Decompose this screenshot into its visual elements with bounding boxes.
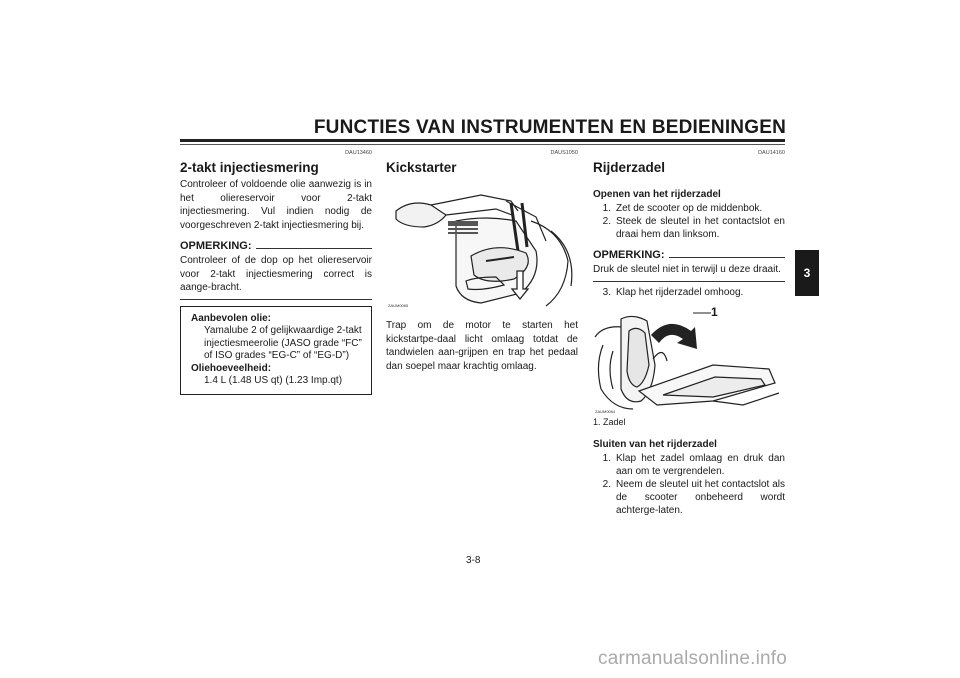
open-step (593, 215, 785, 241)
step-text: Steek de sleutel in het contactslot en draai hem dan linksom. (616, 216, 785, 240)
step-number: 2. (602, 478, 611, 490)
close-step (593, 452, 785, 478)
title-rule (180, 139, 785, 142)
title-rule-thin (180, 144, 785, 145)
section-2takt (180, 150, 372, 395)
section-title: 2-takt injectiesmering (180, 160, 319, 175)
step-text: Zet de scooter op de middenbok. (616, 203, 763, 214)
section-body: Controleer of voldoende olie aanwezig is in het oliereservoir voor 2-takt injectiesmering. Vul indien nodig de voorgeschreven 2-takt injectiesmering bij. (180, 179, 372, 231)
step-number: 1. (602, 203, 611, 214)
section-code: DAU13460 (345, 150, 372, 156)
oil-value: Yamalube 2 of gelijkwaardige 2-takt injectiesmeerolie (JASO grade “FC” of ISO grades “EG-C” of “EG-D”) (204, 325, 362, 361)
section-kickstarter (386, 150, 578, 373)
note-header (593, 249, 785, 261)
open-step (593, 202, 785, 215)
note-header (180, 240, 372, 252)
note-end-rule (593, 281, 785, 282)
note-text: Controleer of de dop op het oliereservoir voor 2-takt injectiesmering correct is aange-bracht. (180, 255, 372, 293)
section-code: DAU14160 (758, 150, 785, 156)
section-title: Rijderzadel (593, 160, 666, 175)
note-text: Druk de sleutel niet in terwijl u deze draait. (593, 264, 781, 275)
close-subtitle: Sluiten van het rijderzadel (593, 438, 717, 450)
section-rijderzadel (593, 150, 785, 517)
step-text: Klap het zadel omlaag en druk dan aan om te vergrendelen. (616, 452, 785, 477)
open-step (593, 286, 785, 299)
note-rule (256, 248, 373, 249)
quantity-label: Oliehoeveelheid: (191, 362, 272, 374)
step-text: Neem de sleutel uit het contactslot als de scooter onbeheerd wordt achterge-laten. (616, 478, 785, 516)
kickstarter-figure (386, 181, 578, 311)
note-rule (669, 257, 786, 258)
figure-caption: 1. Zadel (593, 416, 626, 427)
close-step (593, 478, 785, 517)
chapter-tab[interactable]: 3 (795, 250, 819, 296)
seat-illustration (593, 305, 785, 415)
step-number: 3. (602, 286, 611, 298)
watermark: carmanualsonline.info (598, 648, 788, 669)
figure-code: ZAUM0064 (595, 408, 616, 414)
seat-figure (593, 305, 785, 415)
figure-callout: 1 (711, 304, 718, 319)
figure-code: ZAUM0065 (388, 303, 409, 308)
oil-label: Aanbevolen olie: (191, 312, 272, 324)
note-label: OPMERKING: (180, 240, 252, 252)
section-body: Trap om de motor te starten het kickstartpe-daal licht omlaag totdat de tandwielen aan-grijpen en trap het pedaal dan soepel maar krachtig omlaag. (386, 320, 578, 372)
section-code: DAUS1050 (550, 150, 578, 156)
oil-spec-box (180, 306, 372, 395)
kickstarter-illustration (386, 181, 578, 311)
note-end-rule (180, 299, 372, 300)
note-label: OPMERKING: (593, 249, 665, 261)
step-text: Klap het rijderzadel omhoog. (616, 286, 744, 298)
step-number: 2. (602, 216, 611, 227)
open-subtitle: Openen van het rijderzadel (593, 189, 721, 200)
section-title: Kickstarter (386, 160, 457, 175)
page-number: 3-8 (466, 555, 481, 566)
quantity-value: 1.4 L (1.48 US qt) (1.23 Imp.qt) (204, 375, 343, 386)
step-number: 1. (602, 452, 611, 464)
page-title: FUNCTIES VAN INSTRUMENTEN EN BEDIENINGEN (313, 117, 786, 138)
